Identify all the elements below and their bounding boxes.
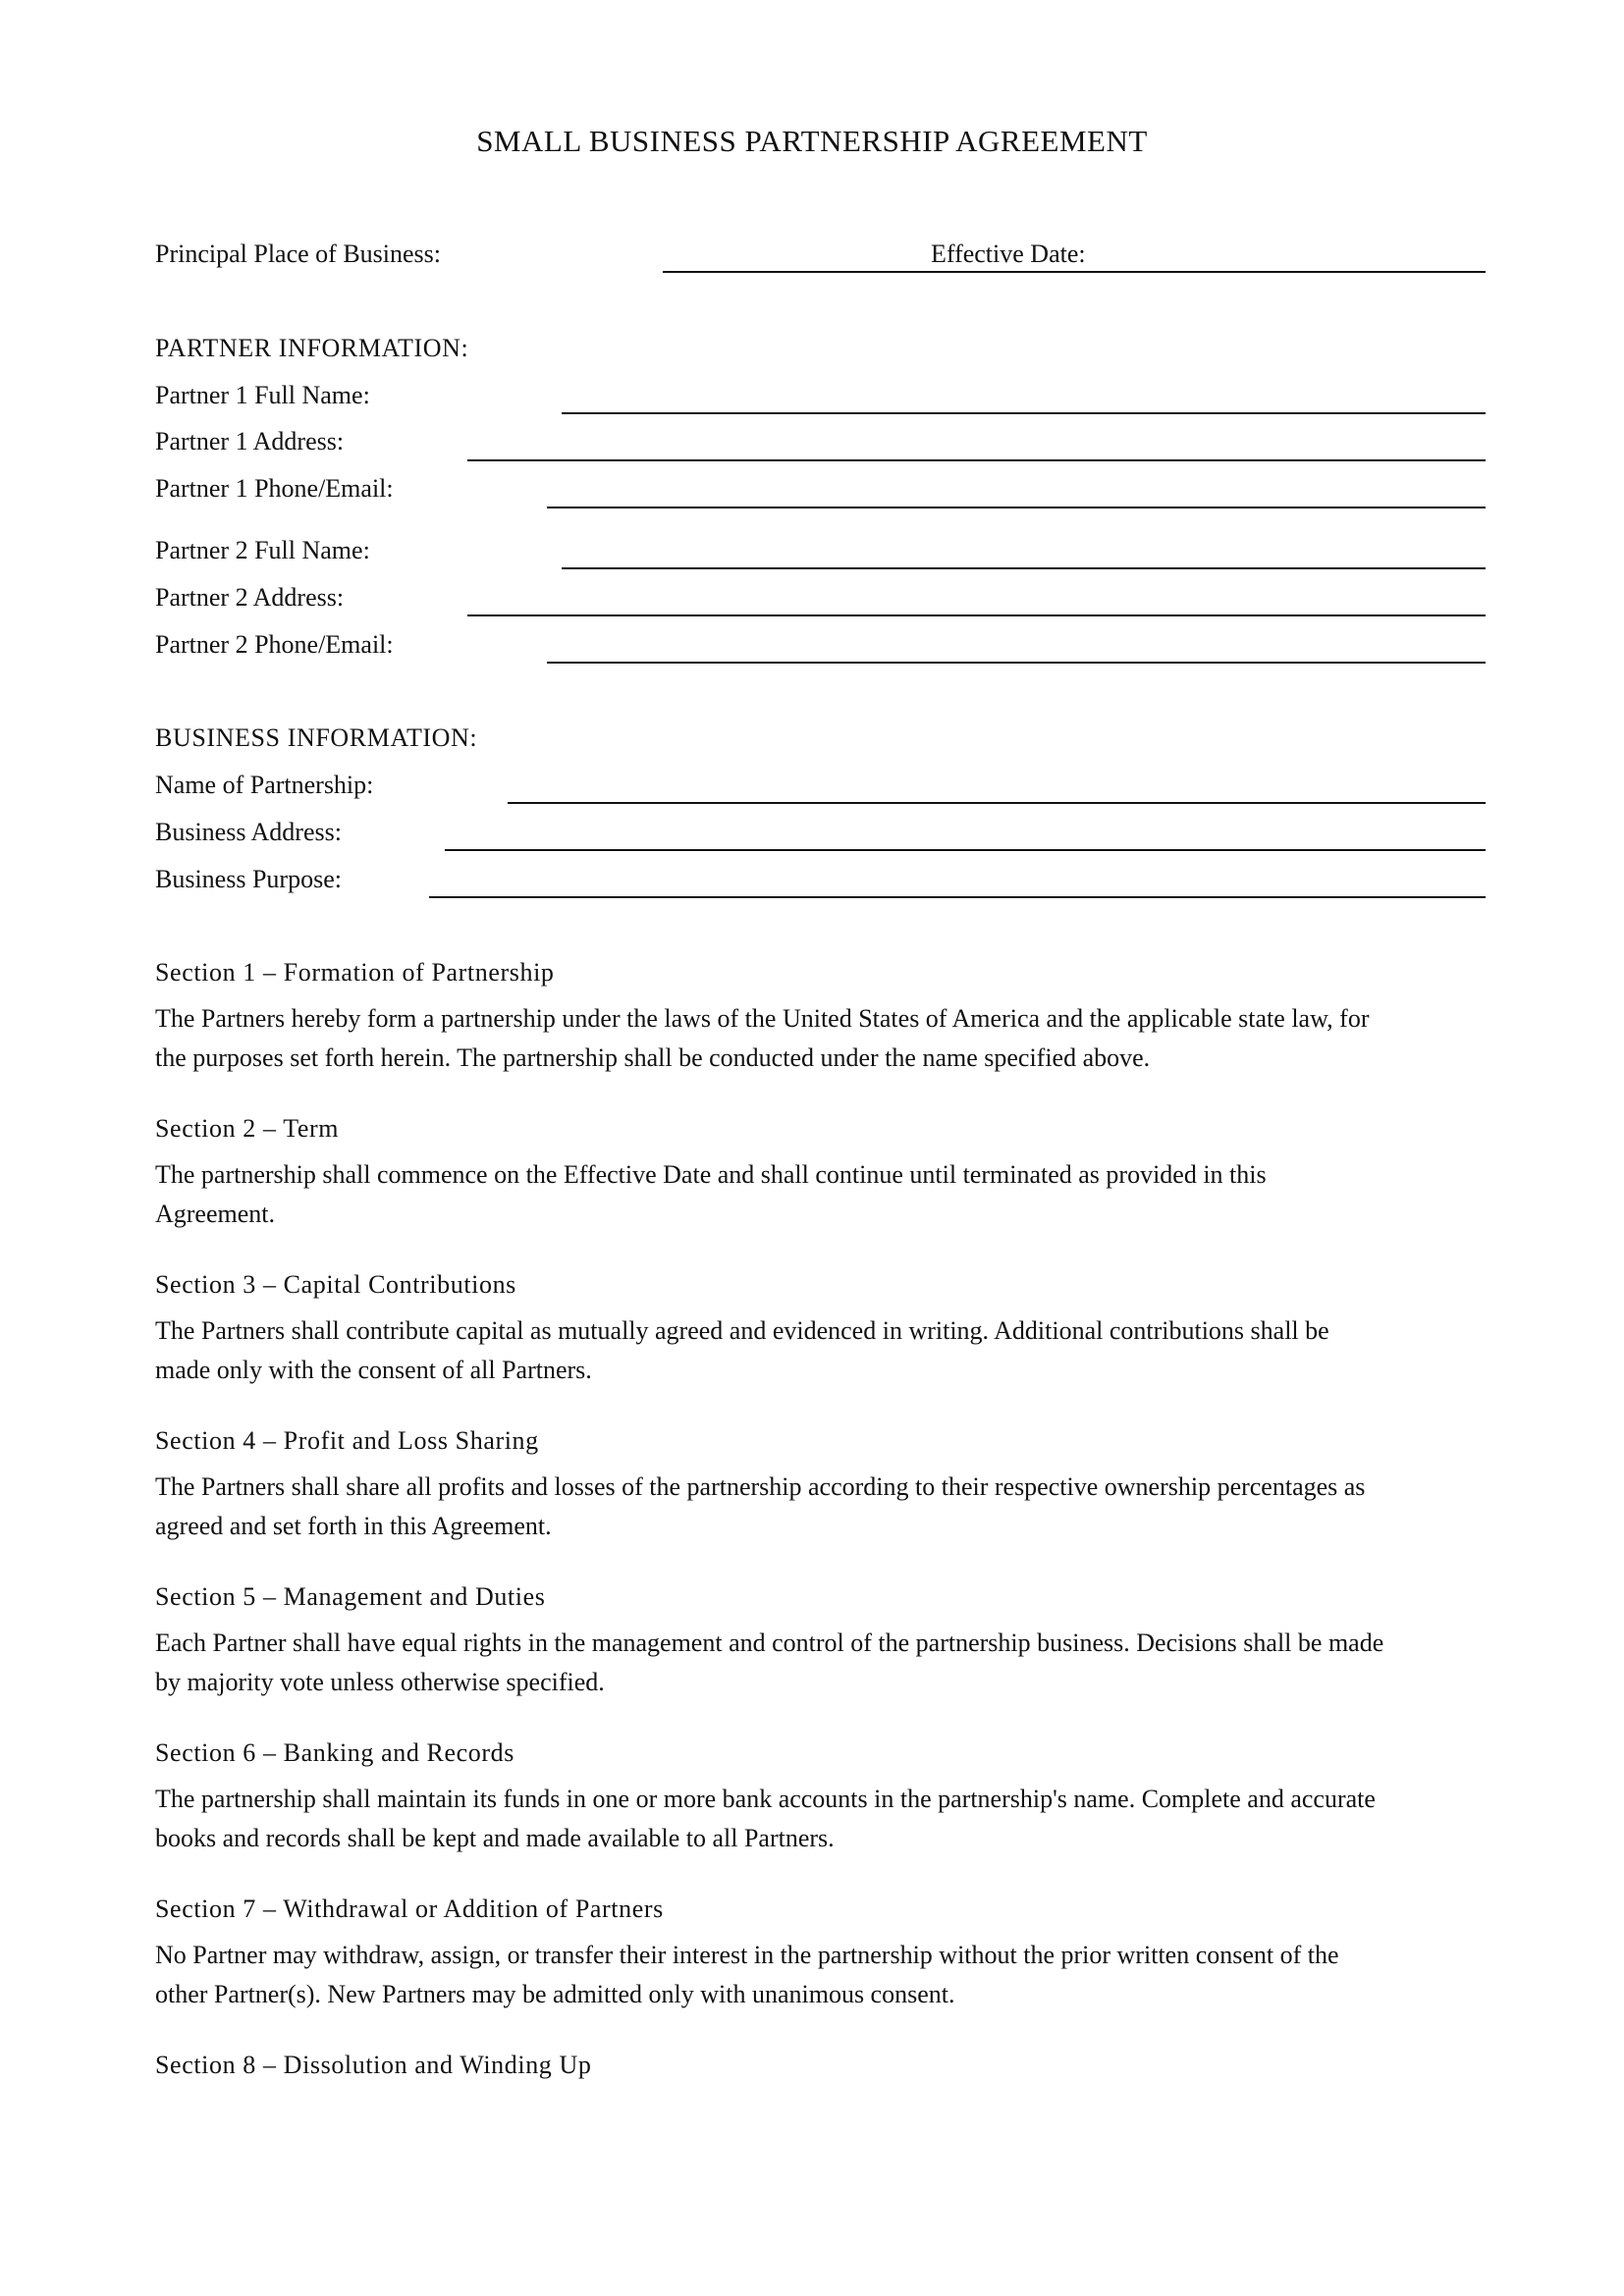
section-body-line: The partnership shall commence on the Effective Date and shall continue until terminated as provided in this <box>155 1160 1267 1189</box>
partner2-contact-label: Partner 2 Phone/Email: <box>155 630 394 659</box>
document-title: SMALL BUSINESS PARTNERSHIP AGREEMENT <box>476 124 1148 158</box>
section-body-line: Agreement. <box>155 1200 276 1228</box>
business-purpose-field[interactable] <box>429 896 1486 898</box>
section-heading: Section 1 – Formation of Partnership <box>155 958 555 987</box>
section-heading: Section 2 – Term <box>155 1114 340 1143</box>
section-body-line: books and records shall be kept and made available to all Partners. <box>155 1824 835 1852</box>
principal-place-label: Principal Place of Business: <box>155 240 442 268</box>
section-heading: Section 5 – Management and Duties <box>155 1582 546 1611</box>
section-body-line: The Partners shall contribute capital as mutually agreed and evidenced in writing. Additional contributions shall be <box>155 1316 1329 1345</box>
partner2-address-label: Partner 2 Address: <box>155 583 345 612</box>
partner1-name-label: Partner 1 Full Name: <box>155 381 370 409</box>
partner2-contact-field[interactable] <box>547 662 1486 664</box>
section-body-line: agreed and set forth in this Agreement. <box>155 1512 552 1540</box>
effective-date-label: Effective Date: <box>931 240 1086 268</box>
business-address-field[interactable] <box>445 849 1486 851</box>
section-heading: Section 8 – Dissolution and Winding Up <box>155 2051 592 2079</box>
partner2-name-label: Partner 2 Full Name: <box>155 536 370 564</box>
partner1-address-field[interactable] <box>467 459 1486 461</box>
section-body <box>155 1936 1481 2014</box>
partner2-name-field[interactable] <box>562 567 1486 569</box>
section-heading: Section 4 – Profit and Loss Sharing <box>155 1426 539 1455</box>
section-body <box>155 999 1481 1078</box>
section-body-line: the purposes set forth herein. The partnership shall be conducted under the name specified above. <box>155 1043 1151 1072</box>
section-body-line: by majority vote unless otherwise specified. <box>155 1668 605 1696</box>
partner1-address-label: Partner 1 Address: <box>155 427 345 455</box>
section-body-line: The partnership shall maintain its funds in one or more bank accounts in the partnership's name. Complete and accurate <box>155 1785 1376 1813</box>
principal-place-field[interactable] <box>663 271 1486 273</box>
section-body-line: other Partner(s). New Partners may be admitted only with unanimous consent. <box>155 1980 955 2008</box>
business-info-heading: BUSINESS INFORMATION: <box>155 723 478 752</box>
business-address-label: Business Address: <box>155 818 342 846</box>
section-body-line: made only with the consent of all Partners. <box>155 1356 592 1384</box>
section-body <box>155 1780 1481 1858</box>
section-body <box>155 1311 1481 1390</box>
section-body <box>155 1624 1481 1702</box>
business-purpose-label: Business Purpose: <box>155 865 342 893</box>
section-body <box>155 1468 1481 1546</box>
partner1-name-field[interactable] <box>562 412 1486 414</box>
section-body-line: The Partners hereby form a partnership under the laws of the United States of America and the applicable state law, for <box>155 1004 1370 1033</box>
section-heading: Section 6 – Banking and Records <box>155 1738 514 1767</box>
section-body <box>155 1155 1481 1234</box>
partner2-address-field[interactable] <box>467 614 1486 616</box>
section-heading: Section 7 – Withdrawal or Addition of Partners <box>155 1895 664 1923</box>
partner1-contact-field[interactable] <box>547 507 1486 508</box>
section-body-line: No Partner may withdraw, assign, or transfer their interest in the partnership without the prior written consent of the <box>155 1941 1339 1969</box>
partner-info-heading: PARTNER INFORMATION: <box>155 334 469 362</box>
partner1-contact-label: Partner 1 Phone/Email: <box>155 474 394 503</box>
partnership-name-field[interactable] <box>508 802 1486 804</box>
section-heading: Section 3 – Capital Contributions <box>155 1270 516 1299</box>
section-body-line: Each Partner shall have equal rights in the management and control of the partnership business. Decisions shall be made <box>155 1629 1384 1657</box>
section-body-line: The Partners shall share all profits and losses of the partnership according to their respective ownership percentages as <box>155 1472 1366 1501</box>
partnership-name-label: Name of Partnership: <box>155 771 374 799</box>
